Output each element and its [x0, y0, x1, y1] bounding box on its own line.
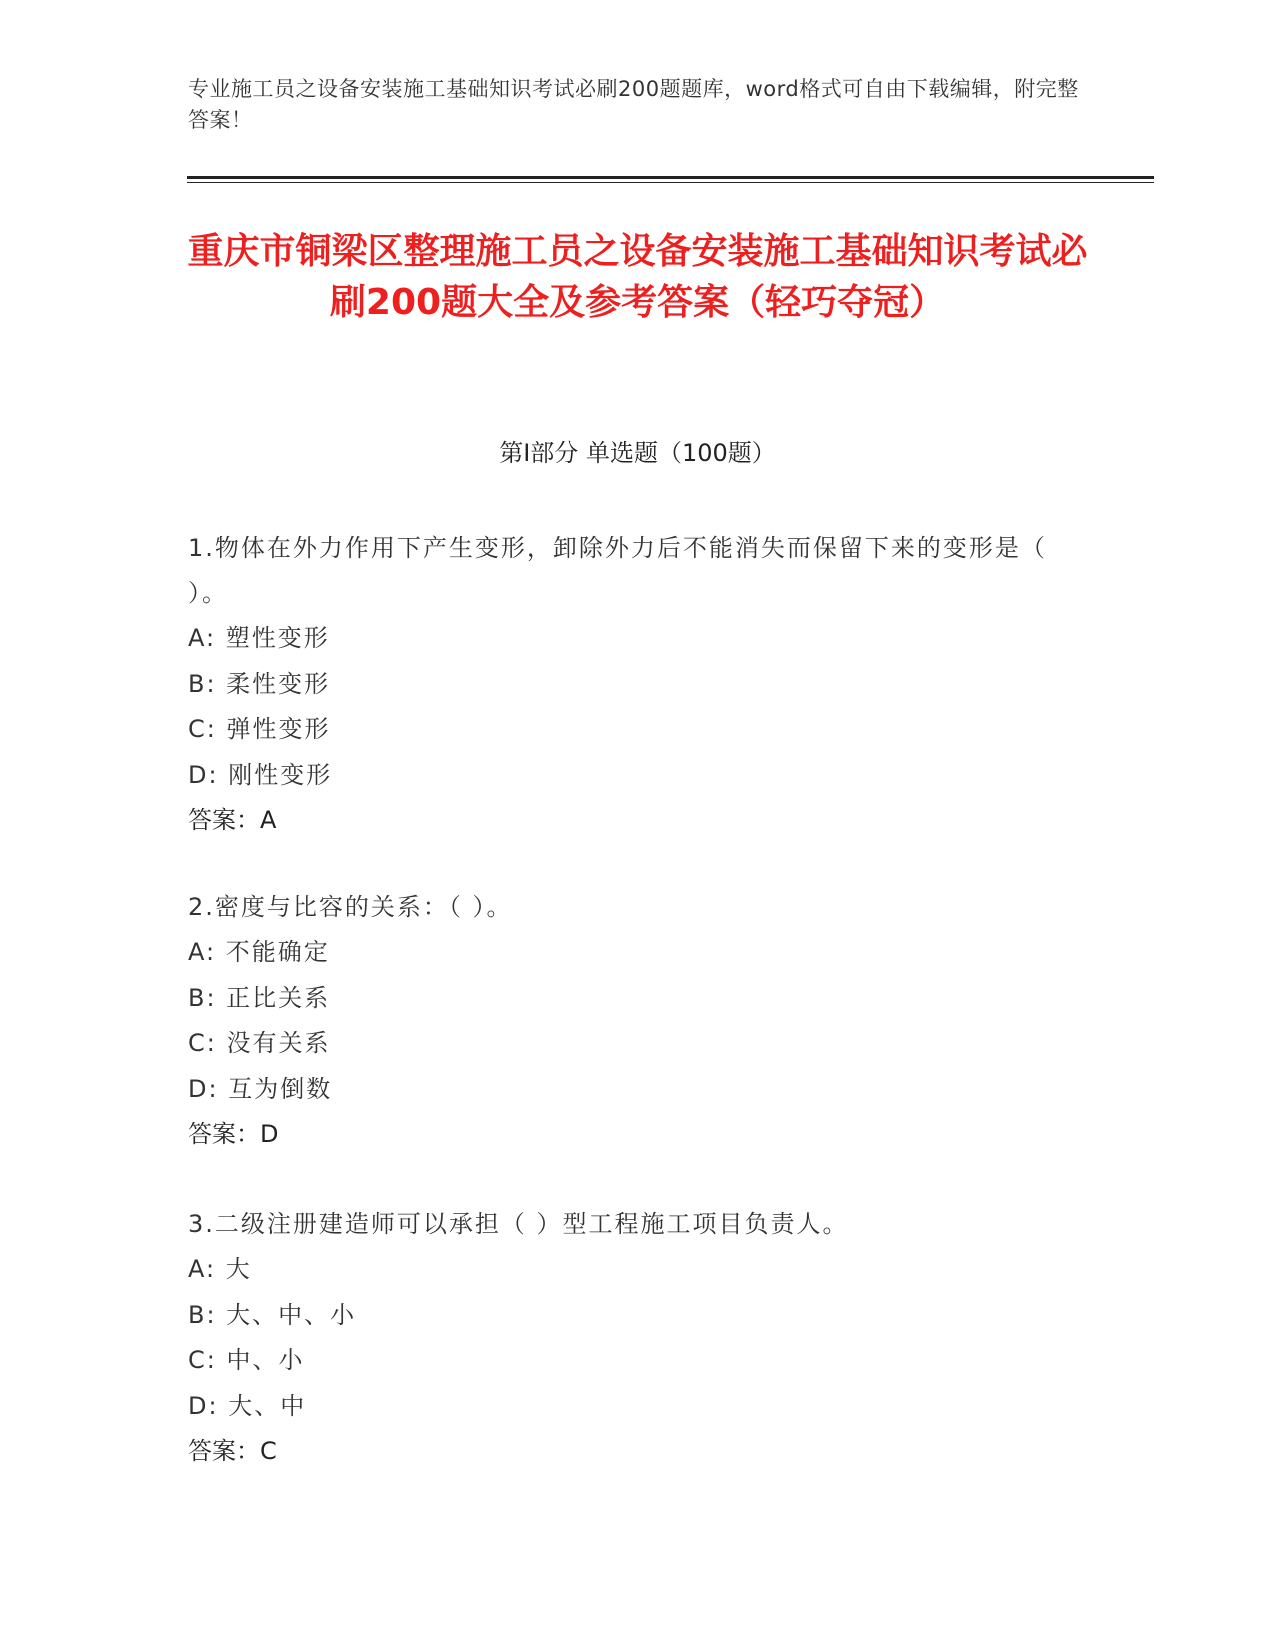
- option-a: A: 塑性变形: [188, 624, 330, 652]
- header-divider-thick: [187, 176, 1154, 179]
- question-item: [188, 1202, 1068, 1474]
- question-stem: 3.二级注册建造师可以承担（ ）型工程施工项目负责人。: [188, 1210, 849, 1238]
- option-a: A: 不能确定: [188, 938, 330, 966]
- option-b: B: 大、中、小: [188, 1300, 357, 1329]
- option-d: D: 互为倒数: [188, 1074, 333, 1103]
- answer-text: 答案：D: [188, 1120, 279, 1148]
- option-a: A: 大: [188, 1255, 252, 1283]
- question-item: [188, 885, 1068, 1157]
- option-c: C: 中、小: [188, 1346, 305, 1374]
- header-note: 专业施工员之设备安装施工基础知识考试必刷200题题库，word格式可自由下载编辑，附完整答案！: [188, 77, 1079, 132]
- option-c: C: 没有关系: [188, 1029, 331, 1057]
- section-title: 第I部分 单选题（100题）: [499, 439, 776, 467]
- option-d: D: 刚性变形: [188, 760, 333, 789]
- question-stem: 2.密度与比容的关系：（ ）。: [188, 893, 513, 921]
- question-stem: 1.物体在外力作用下产生变形，卸除外力后不能消失而保留下来的变形是（ ）。: [188, 534, 1047, 607]
- document-title: 重庆市铜梁区整理施工员之设备安装施工基础知识考试必刷200题大全及参考答案（轻巧夺冠）: [187, 231, 1088, 323]
- answer-text: 答案：A: [188, 806, 277, 834]
- option-b: B: 正比关系: [188, 983, 331, 1012]
- answer-text: 答案：C: [188, 1437, 277, 1465]
- option-b: B: 柔性变形: [188, 669, 331, 698]
- header-divider-thin: [187, 182, 1154, 183]
- option-d: D: 大、中: [188, 1391, 307, 1420]
- option-c: C: 弹性变形: [188, 715, 331, 743]
- question-item: [188, 526, 1068, 843]
